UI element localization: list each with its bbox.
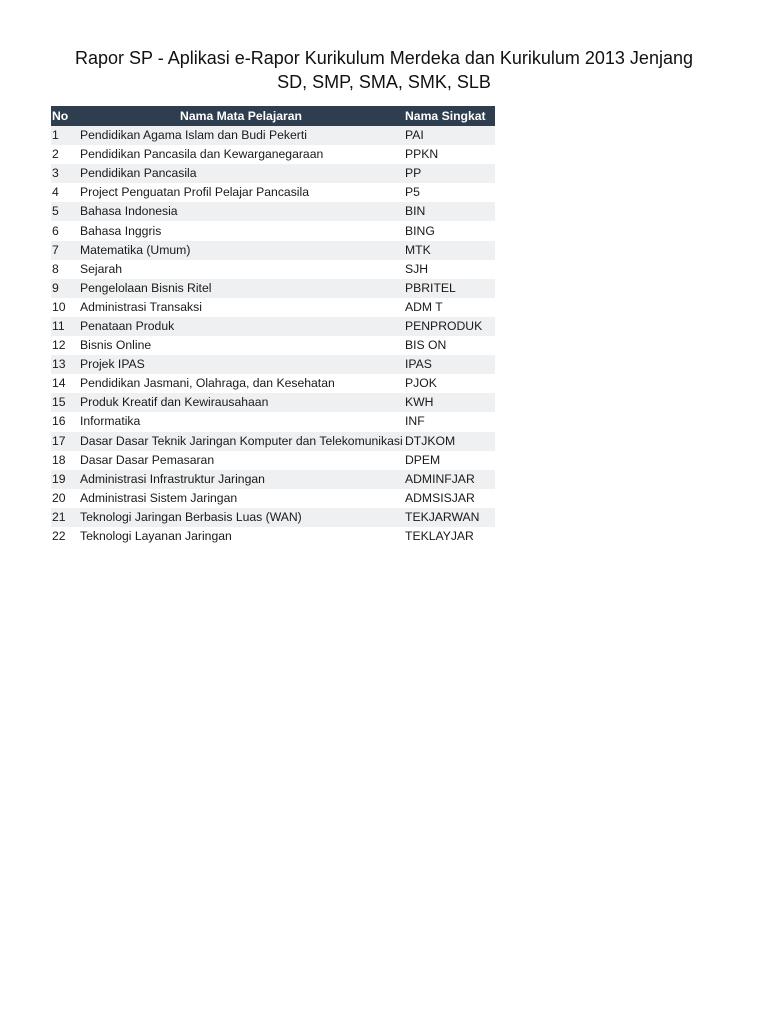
cell-subject-name: Bahasa Indonesia: [77, 202, 405, 221]
cell-subject-name: Pengelolaan Bisnis Ritel: [77, 279, 405, 298]
cell-short-name: KWH: [405, 393, 495, 412]
cell-short-name: DTJKOM: [405, 432, 495, 451]
page-title-line-2: SD, SMP, SMA, SMK, SLB: [277, 72, 491, 92]
cell-short-name: SJH: [405, 260, 495, 279]
table-row: [51, 451, 495, 470]
cell-no: 12: [51, 336, 77, 355]
cell-subject-name: Dasar Dasar Pemasaran: [77, 451, 405, 470]
cell-no: 17: [51, 432, 77, 451]
cell-subject-name: Pendidikan Agama Islam dan Budi Pekerti: [77, 126, 405, 145]
cell-no: 14: [51, 374, 77, 393]
cell-short-name: IPAS: [405, 355, 495, 374]
cell-subject-name: Bisnis Online: [77, 336, 405, 355]
table-row: [51, 164, 495, 183]
cell-subject-name: Pendidikan Jasmani, Olahraga, dan Kesehatan: [77, 374, 405, 393]
cell-no: 19: [51, 470, 77, 489]
cell-subject-name: Penataan Produk: [77, 317, 405, 336]
cell-short-name: BING: [405, 221, 495, 240]
table-row: [51, 527, 495, 546]
cell-short-name: PJOK: [405, 374, 495, 393]
cell-no: 6: [51, 221, 77, 240]
cell-short-name: ADMINFJAR: [405, 470, 495, 489]
cell-no: 13: [51, 355, 77, 374]
cell-subject-name: Matematika (Umum): [77, 241, 405, 260]
table-header: [51, 106, 495, 126]
table-row: [51, 508, 495, 527]
cell-no: 11: [51, 317, 77, 336]
cell-short-name: DPEM: [405, 451, 495, 470]
cell-short-name: BIN: [405, 202, 495, 221]
cell-short-name: PBRITEL: [405, 279, 495, 298]
cell-subject-name: Administrasi Transaksi: [77, 298, 405, 317]
column-header-name: Nama Mata Pelajaran: [77, 106, 405, 126]
cell-short-name: BIS ON: [405, 336, 495, 355]
cell-subject-name: Projek IPAS: [77, 355, 405, 374]
table-row: [51, 355, 495, 374]
cell-subject-name: Produk Kreatif dan Kewirausahaan: [77, 393, 405, 412]
table-row: [51, 221, 495, 240]
cell-no: 10: [51, 298, 77, 317]
cell-no: 15: [51, 393, 77, 412]
table-row: [51, 336, 495, 355]
cell-no: 1: [51, 126, 77, 145]
table-row: [51, 489, 495, 508]
table-row: [51, 412, 495, 431]
cell-no: 18: [51, 451, 77, 470]
table-row: [51, 432, 495, 451]
cell-no: 8: [51, 260, 77, 279]
cell-subject-name: Administrasi Sistem Jaringan: [77, 489, 405, 508]
table-row: [51, 126, 495, 145]
cell-short-name: MTK: [405, 241, 495, 260]
cell-subject-name: Administrasi Infrastruktur Jaringan: [77, 470, 405, 489]
table-row: [51, 279, 495, 298]
cell-short-name: PENPRODUK: [405, 317, 495, 336]
subjects-table: [51, 106, 495, 546]
table-row: [51, 317, 495, 336]
cell-no: 7: [51, 241, 77, 260]
cell-no: 22: [51, 527, 77, 546]
cell-no: 20: [51, 489, 77, 508]
table-row: [51, 470, 495, 489]
cell-no: 21: [51, 508, 77, 527]
cell-subject-name: Sejarah: [77, 260, 405, 279]
cell-no: 9: [51, 279, 77, 298]
cell-short-name: TEKLAYJAR: [405, 527, 495, 546]
subjects-table-container: [51, 106, 495, 546]
cell-short-name: P5: [405, 183, 495, 202]
column-header-no: No: [51, 106, 77, 126]
table-row: [51, 183, 495, 202]
table-row: [51, 298, 495, 317]
table-row: [51, 393, 495, 412]
table-body: [51, 126, 495, 546]
table-row: [51, 260, 495, 279]
cell-subject-name: Pendidikan Pancasila: [77, 164, 405, 183]
table-row: [51, 241, 495, 260]
cell-no: 4: [51, 183, 77, 202]
page-title: [20, 46, 748, 94]
cell-short-name: PP: [405, 164, 495, 183]
cell-subject-name: Pendidikan Pancasila dan Kewarganegaraan: [77, 145, 405, 164]
cell-short-name: PPKN: [405, 145, 495, 164]
table-header-row: [51, 106, 495, 126]
cell-subject-name: Dasar Dasar Teknik Jaringan Komputer dan Telekomunikasi: [77, 432, 405, 451]
cell-short-name: ADMSISJAR: [405, 489, 495, 508]
cell-subject-name: Project Penguatan Profil Pelajar Pancasila: [77, 183, 405, 202]
column-header-short-name: Nama Singkat: [405, 106, 495, 126]
cell-subject-name: Teknologi Jaringan Berbasis Luas (WAN): [77, 508, 405, 527]
cell-subject-name: Teknologi Layanan Jaringan: [77, 527, 405, 546]
cell-no: 5: [51, 202, 77, 221]
page-title-line-1: Rapor SP - Aplikasi e-Rapor Kurikulum Merdeka dan Kurikulum 2013 Jenjang: [75, 48, 693, 68]
cell-no: 3: [51, 164, 77, 183]
cell-short-name: ADM T: [405, 298, 495, 317]
table-row: [51, 145, 495, 164]
cell-subject-name: Bahasa Inggris: [77, 221, 405, 240]
cell-short-name: INF: [405, 412, 495, 431]
cell-short-name: TEKJARWAN: [405, 508, 495, 527]
cell-no: 2: [51, 145, 77, 164]
cell-no: 16: [51, 412, 77, 431]
table-row: [51, 202, 495, 221]
cell-short-name: PAI: [405, 126, 495, 145]
cell-subject-name: Informatika: [77, 412, 405, 431]
table-row: [51, 374, 495, 393]
